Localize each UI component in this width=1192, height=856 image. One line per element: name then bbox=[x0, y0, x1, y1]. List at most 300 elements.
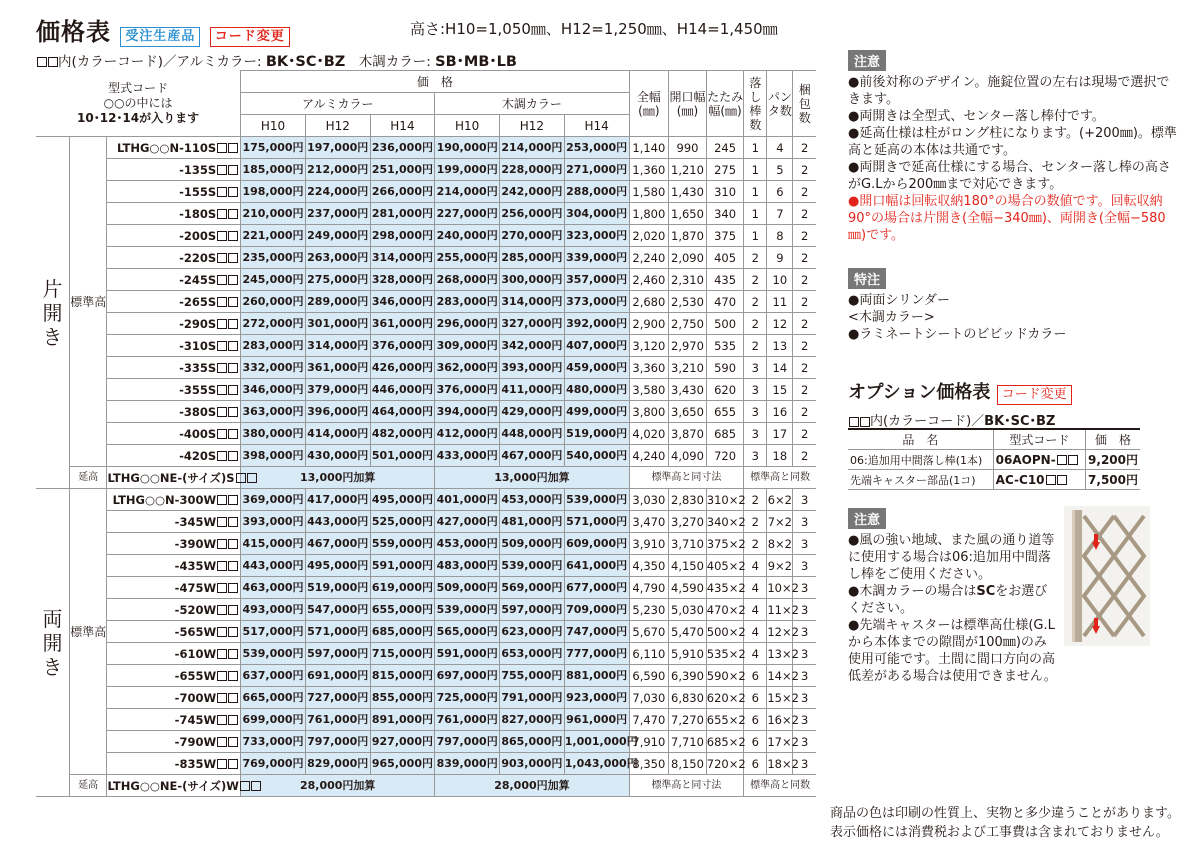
price-cell: 482,000円 bbox=[370, 423, 435, 445]
price-cell: 571,000円 bbox=[305, 621, 370, 643]
fold-cell: 375×2 bbox=[706, 533, 744, 555]
fold-cell: 720×2 bbox=[706, 753, 744, 775]
width-cell: 3,800 bbox=[629, 401, 669, 423]
fold-cell: 310×2 bbox=[706, 489, 744, 511]
price-cell: 237,000円 bbox=[305, 203, 370, 225]
special-item: ●両面シリンダー bbox=[848, 293, 950, 308]
placeholder-box-icon bbox=[217, 319, 227, 329]
panta-cell: 17×2 bbox=[767, 731, 793, 753]
fold-cell: 535 bbox=[706, 335, 744, 357]
price-cell: 540,000円 bbox=[564, 445, 629, 467]
placeholder-box-icon bbox=[228, 341, 238, 351]
width-cell: 8,350 bbox=[629, 753, 669, 775]
price-cell: 709,000円 bbox=[564, 599, 629, 621]
opt-name-header: 品 名 bbox=[848, 429, 993, 450]
placeholder-box-icon bbox=[228, 143, 238, 153]
price-cell: 733,000円 bbox=[241, 731, 306, 753]
panta-cell: 5 bbox=[767, 159, 793, 181]
price-cell: 499,000円 bbox=[564, 401, 629, 423]
drop-cell: 1 bbox=[744, 181, 767, 203]
price-cell: 493,000円 bbox=[241, 599, 306, 621]
table-row bbox=[36, 577, 816, 599]
pack-cell: 2 bbox=[793, 357, 816, 379]
pack-cell: 2 bbox=[793, 159, 816, 181]
special-item: <木調カラー> bbox=[848, 310, 935, 325]
panta-cell: 10 bbox=[767, 269, 793, 291]
drop-header: 落し棒数 bbox=[744, 71, 767, 137]
price-cell: 414,000円 bbox=[305, 423, 370, 445]
fold-cell: 590 bbox=[706, 357, 744, 379]
price-cell: 685,000円 bbox=[370, 621, 435, 643]
pack-cell: 2 bbox=[793, 291, 816, 313]
price-cell: 509,000円 bbox=[435, 577, 500, 599]
size-header: H12 bbox=[500, 115, 565, 137]
placeholder-box-icon bbox=[228, 451, 238, 461]
fold-cell: 275 bbox=[706, 159, 744, 181]
price-cell: 314,000円 bbox=[370, 247, 435, 269]
drop-cell: 6 bbox=[744, 709, 767, 731]
placeholder-box-icon bbox=[37, 57, 47, 67]
open-cell: 8,150 bbox=[669, 753, 707, 775]
fold-cell: 590×2 bbox=[706, 665, 744, 687]
price-cell: 235,000円 bbox=[241, 247, 306, 269]
price-cell: 539,000円 bbox=[241, 643, 306, 665]
placeholder-box-icon bbox=[217, 341, 227, 351]
open-cell: 1,870 bbox=[669, 225, 707, 247]
notes2-heading: 注意 bbox=[848, 508, 886, 529]
extended-row bbox=[36, 467, 816, 489]
price-cell: 198,000円 bbox=[241, 181, 306, 203]
model-code: -400S bbox=[107, 423, 241, 445]
placeholder-box-icon bbox=[217, 253, 227, 263]
pack-cell: 2 bbox=[793, 401, 816, 423]
width-cell: 7,910 bbox=[629, 731, 669, 753]
price-cell: 448,000円 bbox=[500, 423, 565, 445]
placeholder-box-icon bbox=[228, 209, 238, 219]
pack-cell: 3 bbox=[793, 621, 816, 643]
height-spec: 高さ:H10=1,050㎜、H12=1,250㎜、H14=1,450㎜ bbox=[410, 20, 778, 38]
placeholder-box-icon bbox=[217, 275, 227, 285]
price-cell: 547,000円 bbox=[305, 599, 370, 621]
opt-name: 先端キャスター部品(1コ) bbox=[848, 470, 993, 490]
placeholder-box-icon bbox=[217, 759, 227, 769]
pack-cell: 3 bbox=[793, 577, 816, 599]
price-cell: 591,000円 bbox=[370, 555, 435, 577]
open-cell: 990 bbox=[669, 137, 707, 159]
placeholder-box-icon bbox=[217, 737, 227, 747]
width-cell: 4,790 bbox=[629, 577, 669, 599]
price-cell: 443,000円 bbox=[241, 555, 306, 577]
model-code: LTHG○○N-110S bbox=[107, 137, 241, 159]
price-cell: 747,000円 bbox=[564, 621, 629, 643]
width-cell: 6,110 bbox=[629, 643, 669, 665]
price-cell: 393,000円 bbox=[500, 357, 565, 379]
price-cell: 725,000円 bbox=[435, 687, 500, 709]
price-cell: 214,000円 bbox=[500, 137, 565, 159]
width-cell: 3,910 bbox=[629, 533, 669, 555]
panta-cell: 10×2 bbox=[767, 577, 793, 599]
panta-header: パンタ数 bbox=[767, 71, 793, 137]
price-cell: 221,000円 bbox=[241, 225, 306, 247]
price-cell: 309,000円 bbox=[435, 335, 500, 357]
placeholder-box-icon bbox=[217, 517, 227, 527]
placeholder-box-icon bbox=[251, 781, 261, 791]
option-code-badge: コード変更 bbox=[997, 385, 1072, 405]
price-cell: 453,000円 bbox=[500, 489, 565, 511]
price-cell: 927,000円 bbox=[370, 731, 435, 753]
open-cell: 2,310 bbox=[669, 269, 707, 291]
price-cell: 256,000円 bbox=[500, 203, 565, 225]
table-row bbox=[36, 313, 816, 335]
drop-cell: 3 bbox=[744, 401, 767, 423]
model-code: -155S bbox=[107, 181, 241, 203]
ext-same-size: 標準高と同寸法 bbox=[629, 467, 744, 489]
pack-cell: 2 bbox=[793, 137, 816, 159]
price-cell: 346,000円 bbox=[370, 291, 435, 313]
placeholder-box-icon bbox=[228, 165, 238, 175]
option-row bbox=[848, 470, 1140, 490]
width-header: 全幅(㎜) bbox=[629, 71, 669, 137]
special-item: ●ラミネートシートのビビッドカラー bbox=[848, 327, 1067, 342]
open-cell: 3,650 bbox=[669, 401, 707, 423]
pack-cell: 3 bbox=[793, 753, 816, 775]
fold-cell: 245 bbox=[706, 137, 744, 159]
price-cell: 275,000円 bbox=[305, 269, 370, 291]
placeholder-box-icon bbox=[217, 627, 227, 637]
price-cell: 609,000円 bbox=[564, 533, 629, 555]
table-row bbox=[36, 665, 816, 687]
fold-cell: 340×2 bbox=[706, 511, 744, 533]
price-cell: 228,000円 bbox=[500, 159, 565, 181]
placeholder-box-icon bbox=[217, 143, 227, 153]
price-cell: 245,000円 bbox=[241, 269, 306, 291]
price-cell: 699,000円 bbox=[241, 709, 306, 731]
price-cell: 430,000円 bbox=[305, 445, 370, 467]
open-cell: 1,430 bbox=[669, 181, 707, 203]
drop-cell: 3 bbox=[744, 357, 767, 379]
ext-model-code: LTHG○○NE-(サイズ)W bbox=[107, 775, 241, 797]
placeholder-box-icon bbox=[228, 319, 238, 329]
price-cell: 328,000円 bbox=[370, 269, 435, 291]
width-cell: 7,470 bbox=[629, 709, 669, 731]
price-cell: 214,000円 bbox=[435, 181, 500, 203]
open-cell: 4,590 bbox=[669, 577, 707, 599]
open-cell: 3,870 bbox=[669, 423, 707, 445]
fold-cell: 685 bbox=[706, 423, 744, 445]
price-cell: 332,000円 bbox=[241, 357, 306, 379]
fold-cell: 435 bbox=[706, 269, 744, 291]
pack-cell: 3 bbox=[793, 709, 816, 731]
fold-cell: 620×2 bbox=[706, 687, 744, 709]
table-row bbox=[36, 555, 816, 577]
placeholder-box-icon bbox=[228, 275, 238, 285]
width-cell: 4,350 bbox=[629, 555, 669, 577]
pack-cell: 2 bbox=[793, 423, 816, 445]
placeholder-box-icon bbox=[217, 649, 227, 659]
table-row bbox=[36, 379, 816, 401]
price-cell: 495,000円 bbox=[305, 555, 370, 577]
opt-code: AC-C10 bbox=[995, 472, 1045, 487]
panta-cell: 9×2 bbox=[767, 555, 793, 577]
table-row bbox=[36, 445, 816, 467]
placeholder-box-icon bbox=[217, 495, 227, 505]
model-code: -135S bbox=[107, 159, 241, 181]
panta-cell: 11 bbox=[767, 291, 793, 313]
table-row bbox=[36, 181, 816, 203]
pack-cell: 2 bbox=[793, 181, 816, 203]
price-cell: 363,000円 bbox=[241, 401, 306, 423]
table-row bbox=[36, 599, 816, 621]
gate-photo bbox=[1064, 506, 1150, 646]
price-cell: 839,000円 bbox=[435, 753, 500, 775]
width-cell: 3,360 bbox=[629, 357, 669, 379]
placeholder-box-icon bbox=[228, 693, 238, 703]
ext-wood-price: 28,000円加算 bbox=[435, 775, 629, 797]
option-table bbox=[848, 428, 1140, 490]
placeholder-box-icon bbox=[217, 561, 227, 571]
pack-cell: 2 bbox=[793, 313, 816, 335]
price-cell: 251,000円 bbox=[370, 159, 435, 181]
price-cell: 961,000円 bbox=[564, 709, 629, 731]
price-cell: 361,000円 bbox=[370, 313, 435, 335]
model-code: -655W bbox=[107, 665, 241, 687]
pack-cell: 2 bbox=[793, 335, 816, 357]
fold-cell: 375 bbox=[706, 225, 744, 247]
open-cell: 3,430 bbox=[669, 379, 707, 401]
placeholder-box-icon bbox=[240, 781, 250, 791]
table-row bbox=[36, 643, 816, 665]
open-cell: 3,210 bbox=[669, 357, 707, 379]
price-cell: 891,000円 bbox=[370, 709, 435, 731]
panta-cell: 4 bbox=[767, 137, 793, 159]
table-row bbox=[36, 709, 816, 731]
price-cell: 373,000円 bbox=[564, 291, 629, 313]
note2-item: ●先端キャスターは標準高仕様(G.Lから本体までの隙間が100㎜)のみ使用可能です。土間に間口方向の高低差がある場合は使用できません。 bbox=[848, 618, 1057, 684]
price-cell: 565,000円 bbox=[435, 621, 500, 643]
price-cell: 301,000円 bbox=[305, 313, 370, 335]
price-cell: 463,000円 bbox=[241, 577, 306, 599]
panta-cell: 13×2 bbox=[767, 643, 793, 665]
price-cell: 298,000円 bbox=[370, 225, 435, 247]
table-row bbox=[36, 687, 816, 709]
open-cell: 1,650 bbox=[669, 203, 707, 225]
placeholder-box-icon bbox=[247, 473, 257, 483]
note-item: ●両開きで延高仕様にする場合、センター落し棒の高さがG.Lから200㎜まで対応できます。 bbox=[848, 160, 1171, 192]
width-cell: 2,240 bbox=[629, 247, 669, 269]
table-row bbox=[36, 159, 816, 181]
price-cell: 761,000円 bbox=[305, 709, 370, 731]
price-cell: 342,000円 bbox=[500, 335, 565, 357]
price-cell: 464,000円 bbox=[370, 401, 435, 423]
model-code: -420S bbox=[107, 445, 241, 467]
price-cell: 283,000円 bbox=[435, 291, 500, 313]
fold-cell: 470×2 bbox=[706, 599, 744, 621]
fold-cell: 720 bbox=[706, 445, 744, 467]
table-row bbox=[36, 357, 816, 379]
panta-cell: 17 bbox=[767, 423, 793, 445]
panta-cell: 12 bbox=[767, 313, 793, 335]
price-cell: 453,000円 bbox=[435, 533, 500, 555]
price-cell: 380,000円 bbox=[241, 423, 306, 445]
fold-cell: 435×2 bbox=[706, 577, 744, 599]
extended-row bbox=[36, 775, 816, 797]
price-cell: 677,000円 bbox=[564, 577, 629, 599]
fold-cell: 340 bbox=[706, 203, 744, 225]
std-height-label: 標準高 bbox=[69, 137, 107, 467]
model-header: 型式コード ○○の中には 10･12･14が入ります bbox=[36, 71, 241, 137]
model-code: -610W bbox=[107, 643, 241, 665]
model-code: -245S bbox=[107, 269, 241, 291]
table-row bbox=[36, 731, 816, 753]
pack-cell: 3 bbox=[793, 731, 816, 753]
placeholder-box-icon bbox=[228, 253, 238, 263]
table-row bbox=[36, 203, 816, 225]
price-cell: 467,000円 bbox=[305, 533, 370, 555]
placeholder-box-icon bbox=[228, 187, 238, 197]
width-cell: 3,470 bbox=[629, 511, 669, 533]
price-cell: 539,000円 bbox=[500, 555, 565, 577]
panta-cell: 11×2 bbox=[767, 599, 793, 621]
price-cell: 655,000円 bbox=[370, 599, 435, 621]
group-label: 片開き bbox=[36, 137, 69, 489]
model-code: -380S bbox=[107, 401, 241, 423]
price-cell: 249,000円 bbox=[305, 225, 370, 247]
note-item: ●前後対称のデザイン。施錠位置の左右は現場で選択できます。 bbox=[848, 75, 1170, 107]
table-row bbox=[36, 291, 816, 313]
fold-cell: 310 bbox=[706, 181, 744, 203]
pack-cell: 3 bbox=[793, 555, 816, 577]
price-cell: 210,000円 bbox=[241, 203, 306, 225]
drop-cell: 2 bbox=[744, 313, 767, 335]
price-cell: 1,001,000円 bbox=[564, 731, 629, 753]
drop-cell: 6 bbox=[744, 687, 767, 709]
price-cell: 361,000円 bbox=[305, 357, 370, 379]
price-cell: 376,000円 bbox=[435, 379, 500, 401]
table-row bbox=[36, 335, 816, 357]
model-code: -335S bbox=[107, 357, 241, 379]
price-cell: 327,000円 bbox=[500, 313, 565, 335]
fold-cell: 500 bbox=[706, 313, 744, 335]
size-header: H10 bbox=[435, 115, 500, 137]
drop-cell: 6 bbox=[744, 731, 767, 753]
table-row bbox=[36, 137, 816, 159]
size-header: H14 bbox=[564, 115, 629, 137]
note2-item: ●風の強い地域、また風の通り道等に使用する場合は06:追加用中間落し棒をご使用ください。 bbox=[848, 533, 1055, 582]
price-table bbox=[36, 70, 816, 797]
drop-cell: 1 bbox=[744, 225, 767, 247]
placeholder-box-icon bbox=[228, 605, 238, 615]
pack-cell: 2 bbox=[793, 225, 816, 247]
price-cell: 619,000円 bbox=[370, 577, 435, 599]
placeholder-box-icon bbox=[860, 417, 870, 427]
panta-cell: 8×2 bbox=[767, 533, 793, 555]
price-cell: 379,000円 bbox=[305, 379, 370, 401]
price-cell: 791,000円 bbox=[500, 687, 565, 709]
fold-cell: 535×2 bbox=[706, 643, 744, 665]
placeholder-box-icon bbox=[849, 417, 859, 427]
price-cell: 519,000円 bbox=[564, 423, 629, 445]
panta-cell: 7 bbox=[767, 203, 793, 225]
open-header: 開口幅(㎜) bbox=[669, 71, 707, 137]
price-cell: 415,000円 bbox=[241, 533, 306, 555]
price-cell: 185,000円 bbox=[241, 159, 306, 181]
price-cell: 396,000円 bbox=[305, 401, 370, 423]
table-row bbox=[36, 225, 816, 247]
model-code: -565W bbox=[107, 621, 241, 643]
drop-cell: 6 bbox=[744, 665, 767, 687]
pack-cell: 3 bbox=[793, 511, 816, 533]
ext-model-code: LTHG○○NE-(サイズ)S bbox=[107, 467, 241, 489]
price-cell: 417,000円 bbox=[305, 489, 370, 511]
price-cell: 797,000円 bbox=[435, 731, 500, 753]
group-label: 両開き bbox=[36, 489, 69, 797]
open-cell: 6,830 bbox=[669, 687, 707, 709]
open-cell: 4,150 bbox=[669, 555, 707, 577]
panta-cell: 18×2 bbox=[767, 753, 793, 775]
drop-cell: 4 bbox=[744, 577, 767, 599]
panta-cell: 8 bbox=[767, 225, 793, 247]
open-cell: 2,530 bbox=[669, 291, 707, 313]
placeholder-box-icon bbox=[1057, 475, 1067, 485]
placeholder-box-icon bbox=[217, 407, 227, 417]
price-cell: 197,000円 bbox=[305, 137, 370, 159]
open-cell: 5,910 bbox=[669, 643, 707, 665]
panta-cell: 16 bbox=[767, 401, 793, 423]
option-title: オプション価格表 コード変更 bbox=[848, 378, 1072, 405]
drop-cell: 4 bbox=[744, 621, 767, 643]
option-row bbox=[848, 450, 1140, 470]
width-cell: 5,670 bbox=[629, 621, 669, 643]
model-code: -700W bbox=[107, 687, 241, 709]
opt-code: 06AOPN- bbox=[995, 452, 1056, 467]
price-cell: 242,000円 bbox=[500, 181, 565, 203]
pack-cell: 3 bbox=[793, 643, 816, 665]
price-cell: 270,000円 bbox=[500, 225, 565, 247]
price-cell: 199,000円 bbox=[435, 159, 500, 181]
width-cell: 3,580 bbox=[629, 379, 669, 401]
price-cell: 637,000円 bbox=[241, 665, 306, 687]
placeholder-box-icon bbox=[228, 583, 238, 593]
price-cell: 268,000円 bbox=[435, 269, 500, 291]
placeholder-box-icon bbox=[228, 297, 238, 307]
pack-cell: 2 bbox=[793, 247, 816, 269]
width-cell: 1,580 bbox=[629, 181, 669, 203]
price-cell: 539,000円 bbox=[564, 489, 629, 511]
width-cell: 2,460 bbox=[629, 269, 669, 291]
size-header: H14 bbox=[370, 115, 435, 137]
price-cell: 597,000円 bbox=[500, 599, 565, 621]
note-item: ●両開きは全型式、センター落し棒付です。 bbox=[848, 109, 1105, 124]
price-cell: 407,000円 bbox=[564, 335, 629, 357]
model-code: -200S bbox=[107, 225, 241, 247]
open-cell: 5,030 bbox=[669, 599, 707, 621]
placeholder-box-icon bbox=[217, 363, 227, 373]
price-cell: 401,000円 bbox=[435, 489, 500, 511]
placeholder-box-icon bbox=[217, 583, 227, 593]
placeholder-box-icon bbox=[1057, 455, 1067, 465]
fold-cell: 470 bbox=[706, 291, 744, 313]
ext-label: 延高 bbox=[69, 467, 107, 489]
footer bbox=[830, 804, 1180, 842]
option-color-codes: 内(カラーコード)／BK･SC･BZ bbox=[848, 410, 1055, 429]
model-code: -435W bbox=[107, 555, 241, 577]
placeholder-box-icon bbox=[217, 605, 227, 615]
price-cell: 266,000円 bbox=[370, 181, 435, 203]
panta-cell: 12×2 bbox=[767, 621, 793, 643]
pack-cell: 3 bbox=[793, 533, 816, 555]
open-cell: 7,710 bbox=[669, 731, 707, 753]
price-cell: 426,000円 bbox=[370, 357, 435, 379]
